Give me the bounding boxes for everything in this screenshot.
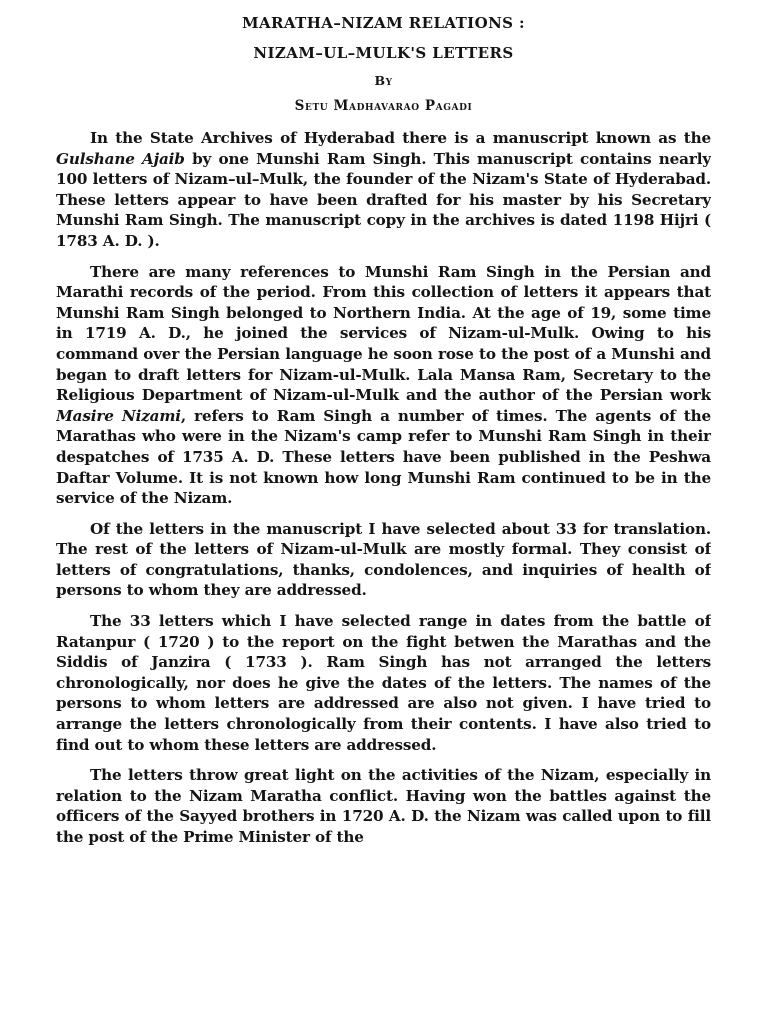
paragraph-5 — [56, 765, 711, 847]
paragraph-4-text: The 33 letters which I have selected range in dates from the battle of Ratanpur ( 1720 ) to the report on the fight betwen the Marathas and the Siddis of Janzira ( 1733 ). Ram Singh has not arranged the letters chronologically, nor does he give the dates of the letters. The names of the persons to whom letters are addressed are also not given. I have tried to arrange the letters chronologically from their contents. I have also tried to find out to whom these letters are addressed. — [56, 612, 711, 754]
paragraph-1-text-b: by one Munshi Ram Singh. This manuscript contains nearly 100 letters of Nizam–ul–Mulk, the founder of the Nizam's State of Hyderabad. These letters appear to have been drafted for his master by his Secretary Munshi Ram Singh. The manuscript copy in the archives is dated 1198 Hijri ( 1783 A. D. ). — [56, 149, 711, 250]
body-text — [56, 128, 711, 848]
paragraph-3 — [56, 519, 711, 601]
paragraph-4 — [56, 611, 711, 755]
paragraph-2 — [56, 262, 711, 509]
byline-by: By — [374, 73, 393, 88]
paragraph-1 — [56, 128, 711, 252]
paragraph-2-text-a: There are many references to Munshi Ram Singh in the Persian and Marathi records of the period. From this collection of letters it appears that Munshi Ram Singh belonged to Northern India. At the age of 19, some time in 1719 A. D., he joined the services of Nizam-ul-Mulk. Owing to his command over the Persian language he soon rose to the post of a Munshi and began to draft letters for Nizam-ul-Mulk. Lala Mansa Ram, Secretary to the Religious Department of Nizam-ul-Mulk and the author of the Persian work — [56, 262, 711, 405]
paragraph-1-text-a: In the State Archives of Hyderabad there is a manuscript known as the — [90, 129, 711, 147]
paragraph-2-text-b: , refers to Ram Singh a number of times. The agents of the Marathas who were in the Nizam's camp refer to Munshi Ram Singh in their despatches of 1735 A. D. These letters have been published in the Peshwa Daftar Volume. It is not known how long Munshi Ram continued to be in the service of the Nizam. — [56, 406, 711, 508]
author-name: Setu Madhavarao Pagadi — [294, 98, 473, 114]
title-line-2: NIZAM–UL–MULK'S LETTERS — [253, 44, 514, 62]
paragraph-3-text: Of the letters in the manuscript I have selected about 33 for translation. The rest of the letters of Nizam-ul-Mulk are mostly formal. They consist of letters of congratulations, thanks, condolences, and inquiries of health of persons to whom they are addressed. — [56, 519, 711, 600]
title-line-1: MARATHA–NIZAM RELATIONS : — [242, 14, 525, 32]
paragraph-1-italic: Gulshane Ajaib — [56, 149, 185, 168]
paragraph-2-italic: Masire Nizami — [56, 406, 181, 425]
paragraph-5-text: The letters throw great light on the activities of the Nizam, especially in relation to the Nizam Maratha conflict. Having won the battles against the officers of the Sayyed brothers in 1720 A. D. the Nizam was called upon to fill the post of the Prime Minister of the — [56, 766, 711, 846]
document-page — [56, 12, 711, 1012]
